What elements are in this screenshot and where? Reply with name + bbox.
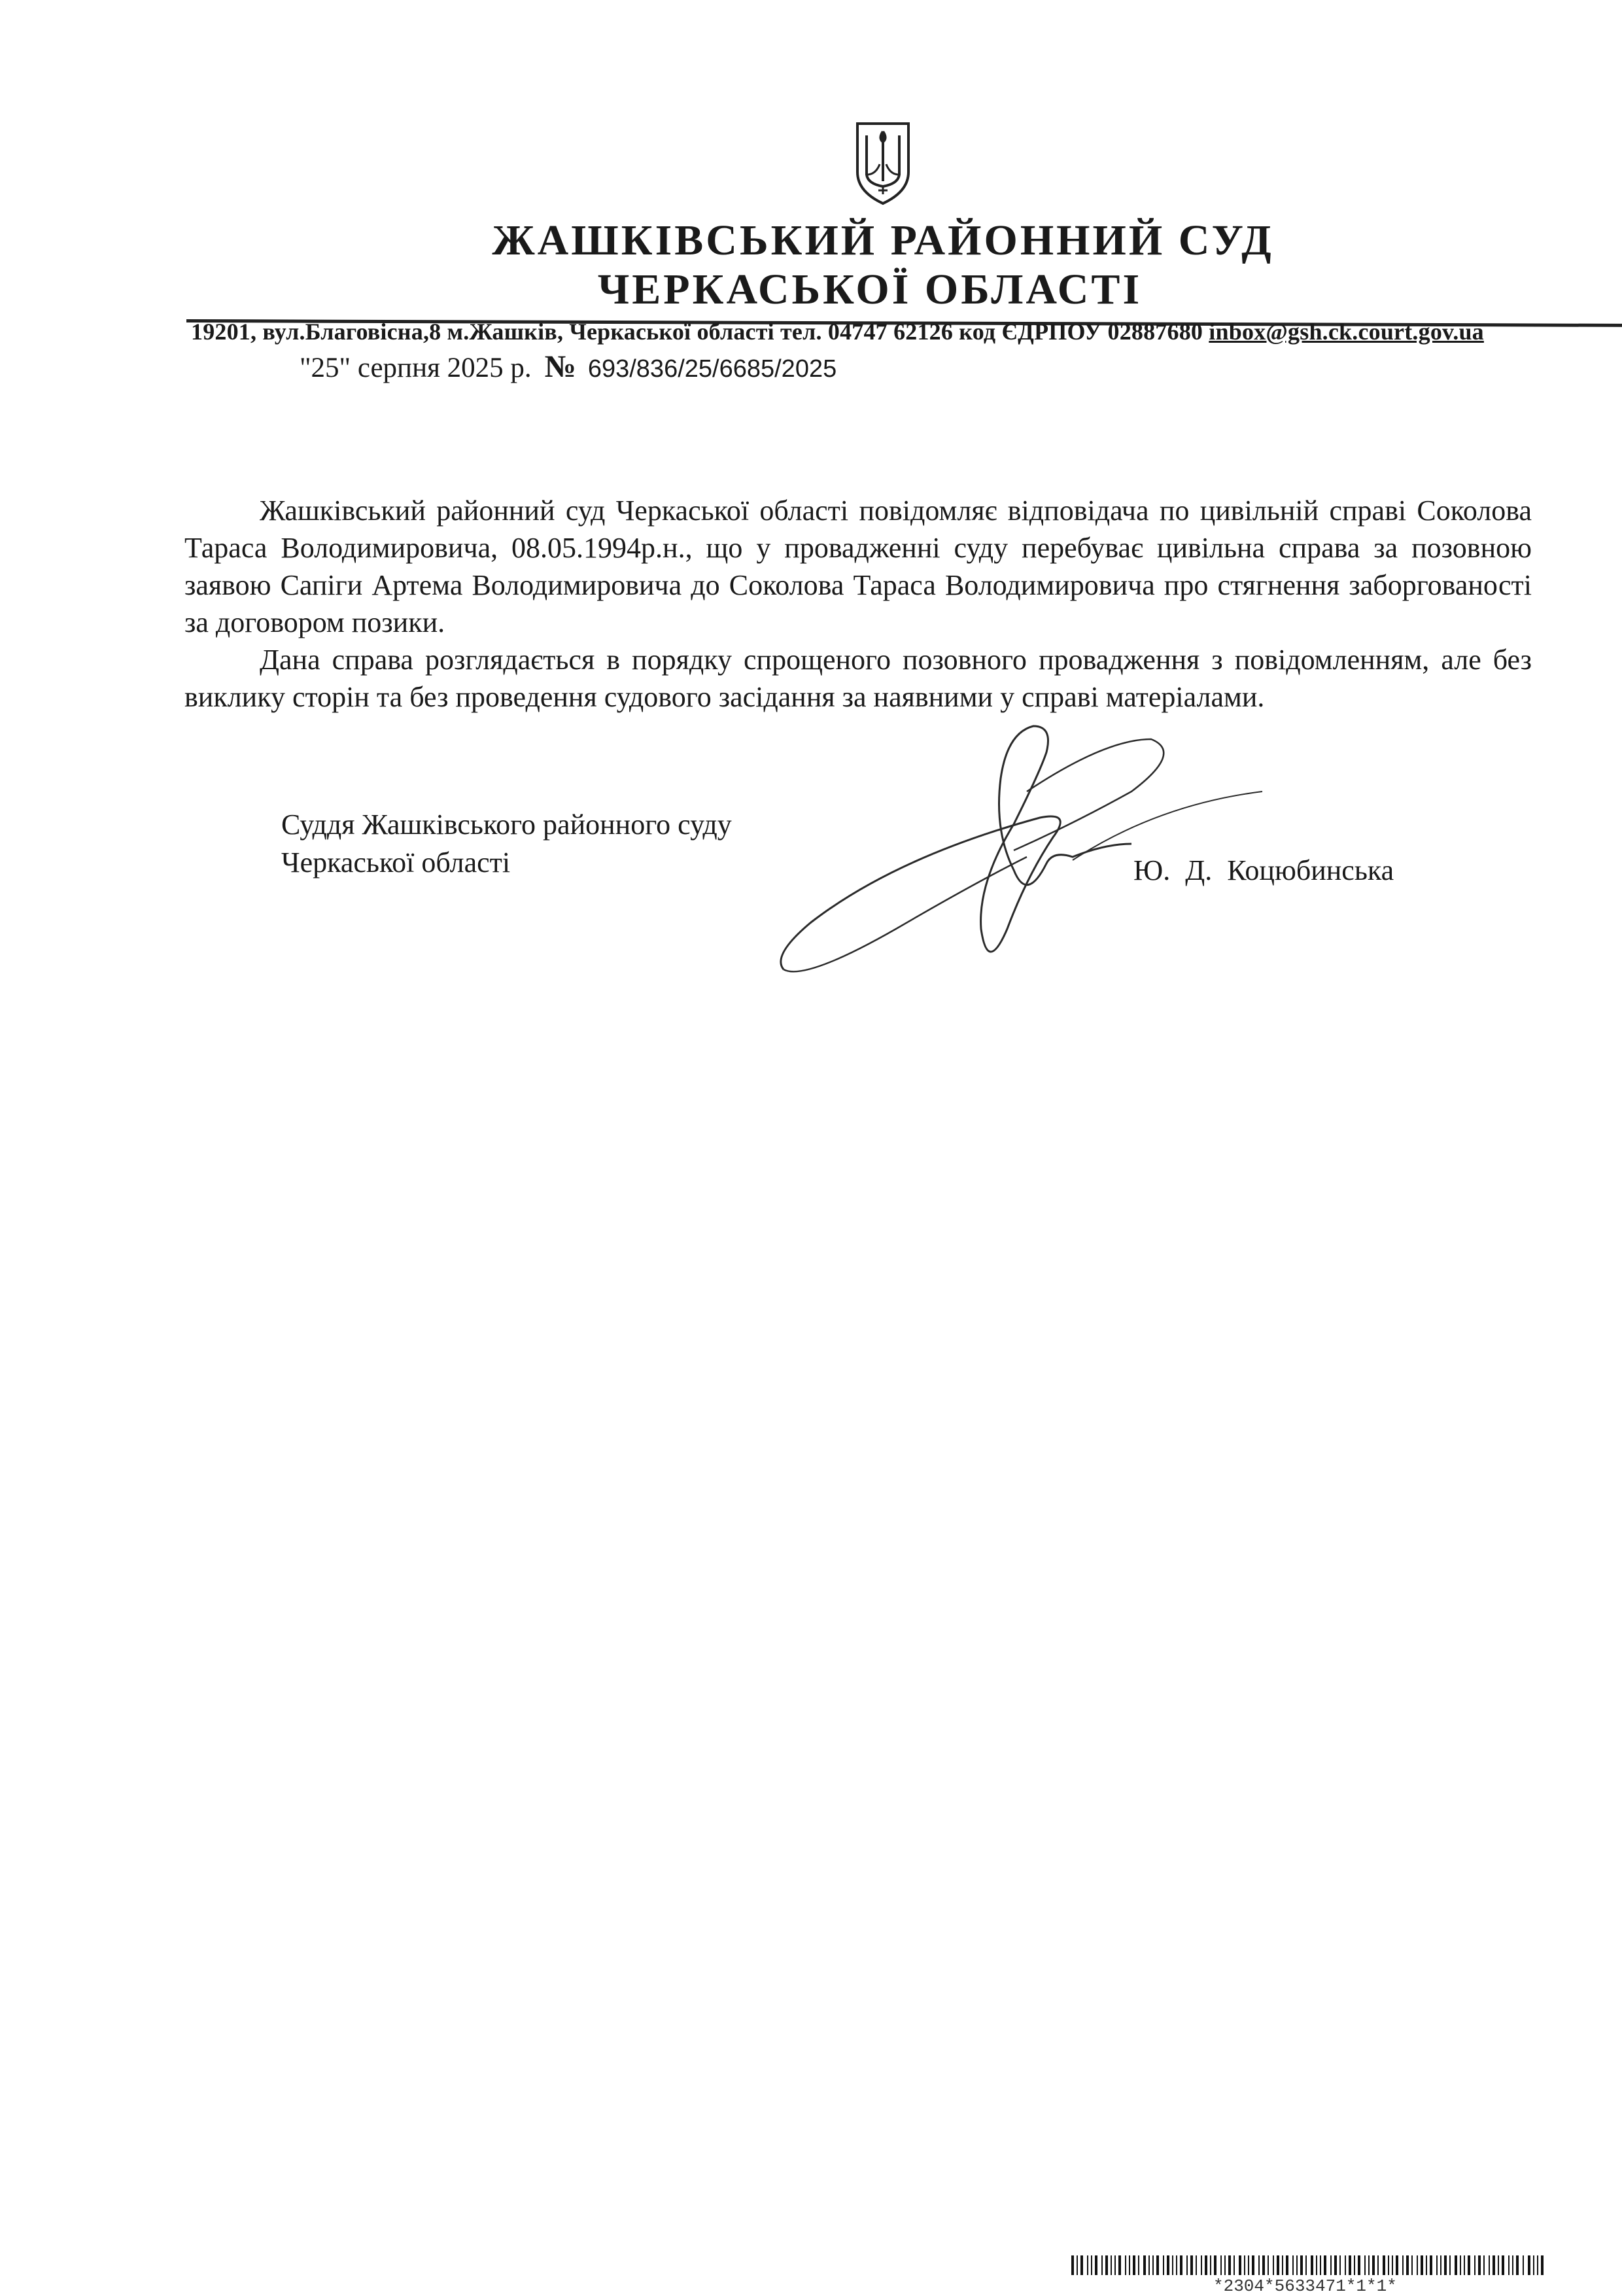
judge-title-line1: Суддя Жашківського районного суду [281,809,732,841]
letter-date: "25" серпня 2025 р. [300,353,532,383]
email-link[interactable]: inbox@gsh.ck.court.gov.ua [1209,319,1484,345]
trident-emblem-icon [854,121,912,206]
court-address [191,318,1484,345]
letter-body [184,492,1532,716]
judge-title-line2: Черкаської області [281,846,511,878]
barcode-icon [1071,2255,1546,2275]
body-paragraph-1: Жашківський районний суд Черкаської області повідомляє відповідача по цивільній справі Соколова Тараса Володимировича, 08.05.1994р.н., що у провадженні суду перебуває цивільна справа за позовною заявою Сапіги Артема Володимировича до Соколова Тараса Володимировича про стягнення заборгованості за договором позики. [184,495,1532,638]
number-sign: № [544,349,576,384]
court-name-line2: ЧЕРКАСЬКОЇ ОБЛАСТІ [597,266,1143,313]
court-name-line1: ЖАШКІВСЬКИЙ РАЙОННИЙ СУД [492,217,1274,264]
judge-title [281,806,732,882]
handwritten-signature [765,713,1275,988]
case-number: 693/836/25/6685/2025 [587,355,837,383]
dateline [300,349,837,385]
barcode-text: *2304*5633471*1*1* [1213,2276,1397,2296]
body-paragraph-2: Дана справа розглядається в порядку спрощеного позовного провадження з повідомленням, але без виклику сторін та без проведення судового засідання за наявними у справі матеріалами. [184,644,1532,713]
judge-name: Ю. Д. Коцюбинська [1133,854,1394,886]
address-text: 19201, вул.Благовісна,8 м.Жашків, Черкаської області тел. 04747 62126 код ЄДРПОУ 02887680 [191,319,1209,345]
